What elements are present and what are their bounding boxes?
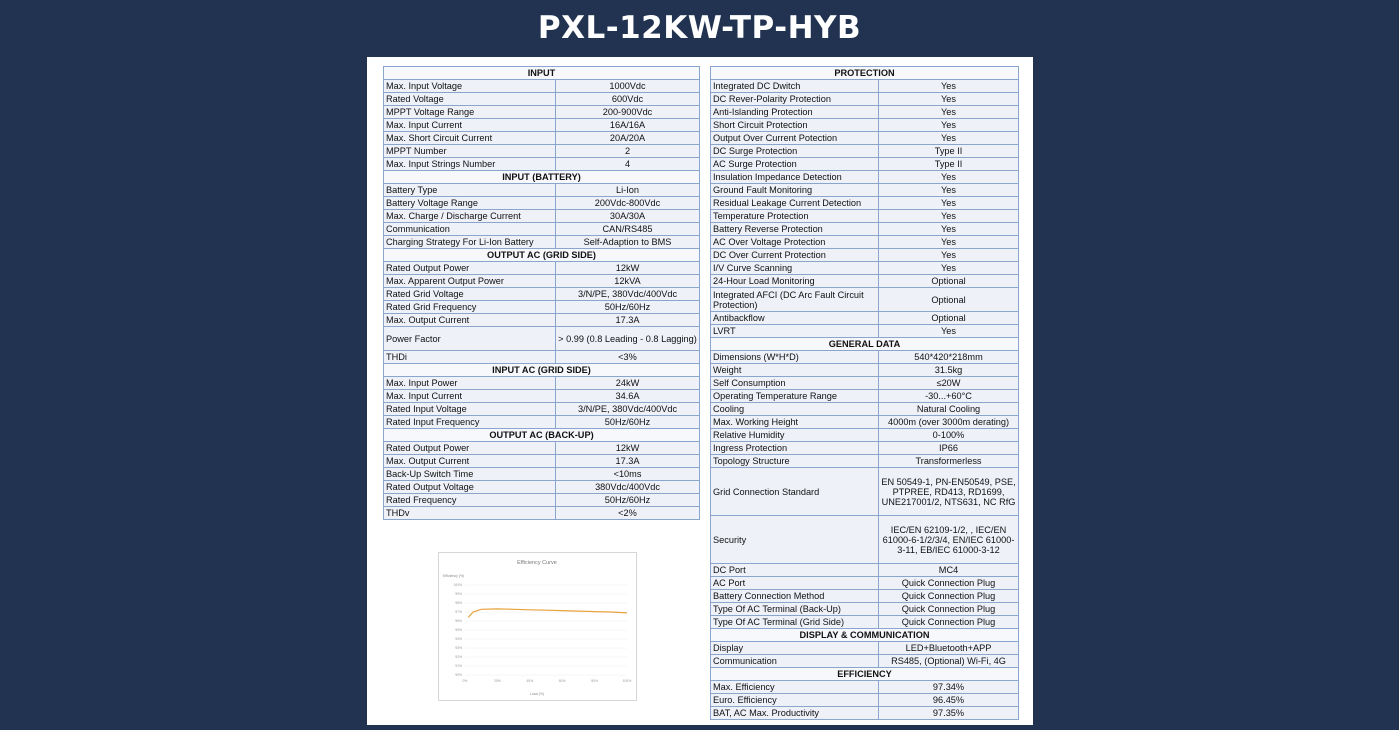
spec-label: MPPT Number	[384, 145, 556, 158]
spec-value: 16A/16A	[556, 119, 700, 132]
table-row	[384, 210, 700, 223]
table-row	[711, 197, 1019, 210]
spec-label: Integrated DC Dwitch	[711, 80, 879, 93]
table-row	[711, 223, 1019, 236]
spec-value: Quick Connection Plug	[879, 590, 1019, 603]
spec-value: 2	[556, 145, 700, 158]
spec-value: 50Hz/60Hz	[556, 301, 700, 314]
table-row	[711, 455, 1019, 468]
section-header-input-battery: INPUT (BATTERY)	[384, 171, 700, 184]
spec-label: Operating Temperature Range	[711, 390, 879, 403]
spec-label: Battery Connection Method	[711, 590, 879, 603]
section-header-row	[384, 249, 700, 262]
spec-label: Communication	[711, 655, 879, 668]
table-row	[711, 564, 1019, 577]
table-row	[711, 312, 1019, 325]
y-tick-label: 92%	[455, 655, 462, 660]
y-axis-label: Efficiency (%)	[443, 574, 465, 578]
section-header-efficiency: EFFICIENCY	[711, 668, 1019, 681]
x-tick-label: 100%	[622, 679, 632, 683]
table-row	[384, 145, 700, 158]
table-row	[384, 80, 700, 93]
table-row	[711, 288, 1019, 312]
spec-value: 200Vdc-800Vdc	[556, 197, 700, 210]
efficiency-series-line	[468, 609, 627, 618]
spec-label: Self Consumption	[711, 377, 879, 390]
section-header-row	[384, 67, 700, 80]
table-row	[384, 314, 700, 327]
spec-label: Max. Efficiency	[711, 681, 879, 694]
table-row	[711, 577, 1019, 590]
table-row	[711, 262, 1019, 275]
table-row	[711, 184, 1019, 197]
spec-label: THDi	[384, 351, 556, 364]
spec-value: 4	[556, 158, 700, 171]
spec-label: Rated Output Power	[384, 442, 556, 455]
table-row	[711, 655, 1019, 668]
spec-label: 24-Hour Load Monitoring	[711, 275, 879, 288]
spec-label: Temperature Protection	[711, 210, 879, 223]
spec-label: DC Surge Protection	[711, 145, 879, 158]
table-row	[711, 616, 1019, 629]
table-row	[711, 210, 1019, 223]
spec-label: Display	[711, 642, 879, 655]
spec-value: 1000Vdc	[556, 80, 700, 93]
table-row	[711, 275, 1019, 288]
spec-value: Transformerless	[879, 455, 1019, 468]
spec-label: Security	[711, 516, 879, 564]
spec-value: 12kW	[556, 442, 700, 455]
spec-label: Antibackflow	[711, 312, 879, 325]
table-row	[711, 80, 1019, 93]
spec-label: Max. Input Voltage	[384, 80, 556, 93]
spec-value: Type II	[879, 158, 1019, 171]
table-row	[384, 262, 700, 275]
table-row	[711, 416, 1019, 429]
spec-label: Rated Input Voltage	[384, 403, 556, 416]
spec-label: Max. Apparent Output Power	[384, 275, 556, 288]
spec-value: CAN/RS485	[556, 223, 700, 236]
spec-value: RS485, (Optional) Wi-Fi, 4G	[879, 655, 1019, 668]
spec-label: I/V Curve Scanning	[711, 262, 879, 275]
table-row	[711, 325, 1019, 338]
table-row	[711, 694, 1019, 707]
spec-label: Battery Reverse Protection	[711, 223, 879, 236]
section-header-display-communication: DISPLAY & COMMUNICATION	[711, 629, 1019, 642]
spec-value: 31.5kg	[879, 364, 1019, 377]
spec-value: -30...+60°C	[879, 390, 1019, 403]
spec-value: Yes	[879, 210, 1019, 223]
spec-label: Euro. Efficiency	[711, 694, 879, 707]
section-header-row	[711, 67, 1019, 80]
spec-value: IP66	[879, 442, 1019, 455]
spec-value: 50Hz/60Hz	[556, 416, 700, 429]
spec-label: Output Over Current Potection	[711, 132, 879, 145]
x-tick-label: 0%	[462, 679, 468, 683]
spec-value: <2%	[556, 507, 700, 520]
table-row	[711, 603, 1019, 616]
spec-value: Optional	[879, 288, 1019, 312]
spec-label: AC Over Voltage Protection	[711, 236, 879, 249]
spec-value: Yes	[879, 249, 1019, 262]
table-row	[711, 377, 1019, 390]
section-header-general-data: GENERAL DATA	[711, 338, 1019, 351]
section-header-row	[711, 668, 1019, 681]
spec-value: 17.3A	[556, 314, 700, 327]
table-row	[711, 93, 1019, 106]
spec-label: Max. Input Current	[384, 390, 556, 403]
spec-value: Self-Adaption to BMS	[556, 236, 700, 249]
spec-value: Li-Ion	[556, 184, 700, 197]
spec-label: Max. Short Circuit Current	[384, 132, 556, 145]
table-row	[711, 403, 1019, 416]
table-row	[384, 132, 700, 145]
section-header-input: INPUT	[384, 67, 700, 80]
table-row	[384, 184, 700, 197]
spec-value: Quick Connection Plug	[879, 577, 1019, 590]
spec-value: 30A/30A	[556, 210, 700, 223]
spec-label: Dimensions (W*H*D)	[711, 351, 879, 364]
spec-value: Yes	[879, 132, 1019, 145]
spec-label: Back-Up Switch Time	[384, 468, 556, 481]
y-tick-label: 91%	[455, 664, 462, 669]
spec-value: <3%	[556, 351, 700, 364]
section-header-row	[711, 629, 1019, 642]
spec-value: 380Vdc/400Vdc	[556, 481, 700, 494]
spec-label: Power Factor	[384, 327, 556, 351]
table-row	[384, 351, 700, 364]
table-row	[384, 494, 700, 507]
spec-value: 540*420*218mm	[879, 351, 1019, 364]
table-row	[711, 119, 1019, 132]
spec-value: ≤20W	[879, 377, 1019, 390]
spec-label: Max. Charge / Discharge Current	[384, 210, 556, 223]
section-header-row	[384, 429, 700, 442]
spec-value: 96.45%	[879, 694, 1019, 707]
table-row	[711, 429, 1019, 442]
table-row	[711, 590, 1019, 603]
spec-label: Rated Grid Voltage	[384, 288, 556, 301]
table-row	[384, 507, 700, 520]
table-row	[384, 197, 700, 210]
table-row	[711, 158, 1019, 171]
spec-value: Yes	[879, 119, 1019, 132]
table-row	[384, 403, 700, 416]
table-row	[384, 455, 700, 468]
section-header-protection: PROTECTION	[711, 67, 1019, 80]
spec-label: Rated Input Frequency	[384, 416, 556, 429]
y-tick-label: 94%	[455, 637, 462, 642]
spec-label: Type Of AC Terminal (Back-Up)	[711, 603, 879, 616]
spec-value: Quick Connection Plug	[879, 616, 1019, 629]
spec-label: BAT, AC Max. Productivity	[711, 707, 879, 720]
spec-value: 12kVA	[556, 275, 700, 288]
y-tick-label: 96%	[455, 619, 462, 624]
spec-label: DC Port	[711, 564, 879, 577]
section-header-output-ac-grid-side: OUTPUT AC (GRID SIDE)	[384, 249, 700, 262]
section-header-row	[711, 338, 1019, 351]
spec-label: DC Over Current Protection	[711, 249, 879, 262]
spec-value: MC4	[879, 564, 1019, 577]
table-row	[384, 301, 700, 314]
spec-value: 17.3A	[556, 455, 700, 468]
spec-value: Optional	[879, 275, 1019, 288]
spec-label: AC Surge Protection	[711, 158, 879, 171]
spec-label: Residual Leakage Current Detection	[711, 197, 879, 210]
table-row	[711, 516, 1019, 564]
efficiency-chart	[438, 552, 637, 701]
spec-value: 97.34%	[879, 681, 1019, 694]
spec-label: Short Circuit Protection	[711, 119, 879, 132]
table-row	[711, 249, 1019, 262]
spec-label: Cooling	[711, 403, 879, 416]
spec-value: 200-900Vdc	[556, 106, 700, 119]
spec-value: Yes	[879, 93, 1019, 106]
table-row	[384, 93, 700, 106]
spec-value: Quick Connection Plug	[879, 603, 1019, 616]
spec-value: 34.6A	[556, 390, 700, 403]
x-tick-label: 60%	[558, 679, 566, 683]
y-tick-label: 93%	[455, 646, 462, 651]
page-title: PXL-12KW-TP-HYB	[537, 10, 862, 46]
spec-label: Ground Fault Monitoring	[711, 184, 879, 197]
spec-value: 97.35%	[879, 707, 1019, 720]
spec-value: 4000m (over 3000m derating)	[879, 416, 1019, 429]
spec-label: Battery Voltage Range	[384, 197, 556, 210]
spec-label: Max. Input Power	[384, 377, 556, 390]
section-header-row	[384, 364, 700, 377]
spec-label: Battery Type	[384, 184, 556, 197]
spec-label: Weight	[711, 364, 879, 377]
spec-value: IEC/EN 62109-1/2, , IEC/EN 61000-6-1/2/3/4, EN/IEC 61000-3-11, EB/IEC 61000-3-12	[879, 516, 1019, 564]
spec-label: Rated Voltage	[384, 93, 556, 106]
spec-value: 3/N/PE, 380Vdc/400Vdc	[556, 403, 700, 416]
spec-value: Yes	[879, 325, 1019, 338]
spec-value: Optional	[879, 312, 1019, 325]
spec-value: 50Hz/60Hz	[556, 494, 700, 507]
table-row	[384, 416, 700, 429]
table-row	[384, 481, 700, 494]
table-row	[711, 442, 1019, 455]
spec-value: 20A/20A	[556, 132, 700, 145]
spec-value: Yes	[879, 171, 1019, 184]
table-row	[384, 223, 700, 236]
table-row	[384, 390, 700, 403]
y-tick-label: 98%	[455, 601, 462, 606]
spec-label: Grid Connection Standard	[711, 468, 879, 516]
spec-label: DC Rever-Polarity Protection	[711, 93, 879, 106]
table-row	[384, 442, 700, 455]
table-row	[711, 106, 1019, 119]
spec-label: Max. Input Current	[384, 119, 556, 132]
y-tick-label: 90%	[455, 673, 462, 678]
spec-value: Yes	[879, 80, 1019, 93]
spec-value: Type II	[879, 145, 1019, 158]
spec-label: Rated Frequency	[384, 494, 556, 507]
spec-value: 24kW	[556, 377, 700, 390]
table-row	[384, 119, 700, 132]
spec-label: Rated Output Voltage	[384, 481, 556, 494]
table-row	[384, 468, 700, 481]
y-tick-label: 95%	[455, 628, 462, 633]
table-row	[711, 707, 1019, 720]
table-row	[711, 132, 1019, 145]
spec-value: <10ms	[556, 468, 700, 481]
spec-label: Max. Output Current	[384, 455, 556, 468]
spec-label: Relative Humidity	[711, 429, 879, 442]
spec-label: Anti-Islanding Protection	[711, 106, 879, 119]
spec-value: EN 50549-1, PN-EN50549, PSE, PTPREE, RD413, RD1699, UNE217001/2, NTS631, NC RfG	[879, 468, 1019, 516]
spec-value: 600Vdc	[556, 93, 700, 106]
table-row	[711, 145, 1019, 158]
spec-label: Max. Working Height	[711, 416, 879, 429]
table-row	[711, 236, 1019, 249]
spec-label: Max. Output Current	[384, 314, 556, 327]
efficiency-chart-svg	[439, 553, 636, 700]
section-header-output-ac-back-up: OUTPUT AC (BACK-UP)	[384, 429, 700, 442]
spec-value: 12kW	[556, 262, 700, 275]
y-tick-label: 99%	[455, 592, 462, 597]
right-spec-table	[710, 66, 1019, 720]
spec-label: MPPT Voltage Range	[384, 106, 556, 119]
y-tick-label: 97%	[455, 610, 462, 615]
x-tick-label: 80%	[591, 679, 598, 683]
table-row	[384, 158, 700, 171]
spec-label: Type Of AC Terminal (Grid Side)	[711, 616, 879, 629]
spec-value: 0-100%	[879, 429, 1019, 442]
spec-label: Rated Output Power	[384, 262, 556, 275]
spec-value: Yes	[879, 262, 1019, 275]
spec-value: Yes	[879, 184, 1019, 197]
table-row	[711, 642, 1019, 655]
spec-label: Topology Structure	[711, 455, 879, 468]
table-row	[384, 236, 700, 249]
spec-value: 3/N/PE, 380Vdc/400Vdc	[556, 288, 700, 301]
spec-label: Charging Strategy For Li-Ion Battery	[384, 236, 556, 249]
x-tick-label: 20%	[494, 679, 501, 683]
spec-value: Yes	[879, 223, 1019, 236]
chart-title: Efficiency Curve	[517, 560, 557, 566]
spec-label: Rated Grid Frequency	[384, 301, 556, 314]
spec-label: Insulation Impedance Detection	[711, 171, 879, 184]
spec-label: AC Port	[711, 577, 879, 590]
spec-label: THDv	[384, 507, 556, 520]
table-row	[384, 106, 700, 119]
spec-label: LVRT	[711, 325, 879, 338]
table-row	[384, 275, 700, 288]
left-spec-table	[383, 66, 700, 520]
table-row	[711, 468, 1019, 516]
spec-label: Max. Input Strings Number	[384, 158, 556, 171]
spec-label: Integrated AFCI (DC Arc Fault Circuit Protection)	[711, 288, 879, 312]
spec-label: Ingress Protection	[711, 442, 879, 455]
table-row	[384, 377, 700, 390]
spec-value: Yes	[879, 106, 1019, 119]
section-header-row	[384, 171, 700, 184]
x-tick-label: 40%	[526, 679, 534, 683]
x-axis-label: Load (%)	[529, 692, 545, 696]
spec-value: Natural Cooling	[879, 403, 1019, 416]
table-row	[711, 351, 1019, 364]
spec-label: Communication	[384, 223, 556, 236]
spec-sheet	[367, 57, 1033, 725]
spec-value: > 0.99 (0.8 Leading - 0.8 Lagging)	[556, 327, 700, 351]
spec-value: LED+Bluetooth+APP	[879, 642, 1019, 655]
table-row	[384, 288, 700, 301]
table-row	[711, 390, 1019, 403]
spec-value: Yes	[879, 236, 1019, 249]
section-header-input-ac-grid-side: INPUT AC (GRID SIDE)	[384, 364, 700, 377]
table-row	[711, 681, 1019, 694]
spec-value: Yes	[879, 197, 1019, 210]
table-row	[711, 171, 1019, 184]
y-tick-label: 100%	[453, 583, 462, 588]
table-row	[384, 327, 700, 351]
table-row	[711, 364, 1019, 377]
